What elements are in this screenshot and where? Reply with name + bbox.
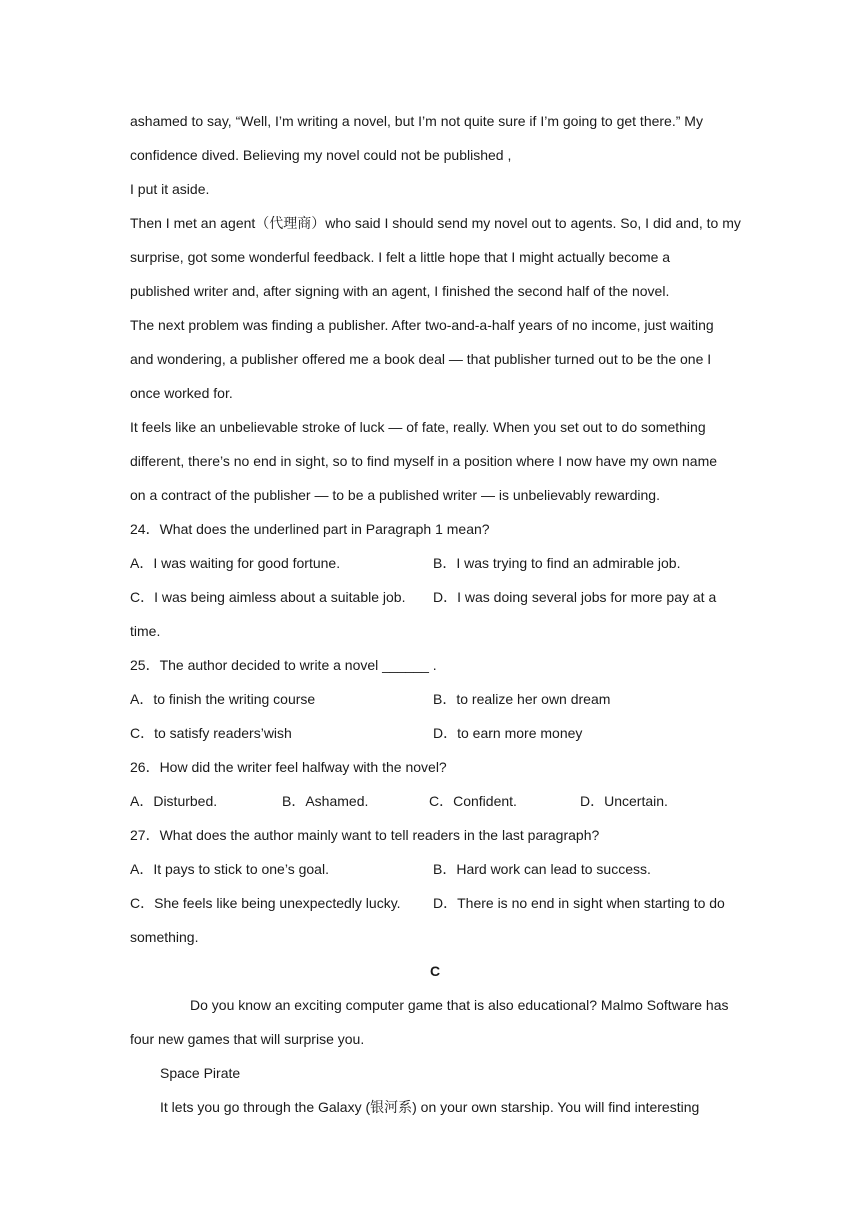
option-a: A．It pays to stick to one’s goal. [130,861,329,877]
passage-line: It feels like an unbelievable stroke of luck — of fate, really. When you set out to do something [130,419,706,435]
option-row [130,886,740,920]
passage-line: published writer and, after signing with an agent, I finished the second half of the novel. [130,283,670,299]
question-stem: 27．What does the author mainly want to tell readers in the last paragraph? [130,827,600,843]
section-heading: C [429,963,441,979]
game-description: It lets you go through the Galaxy (银河系) on your own starship. You will find interesting [160,1099,700,1115]
passage-line: and wondering, a publisher offered me a book deal — that publisher turned out to be the one I [130,351,712,367]
option-row [130,546,740,580]
option-a: A．to finish the writing course [130,691,316,707]
passage-line: surprise, got some wonderful feedback. I felt a little hope that I might actually become a [130,249,671,265]
question-24 [130,512,740,648]
question-27 [130,818,740,954]
page-content [130,104,740,1124]
section-c [130,954,740,1124]
question-stem: 24．What does the underlined part in Paragraph 1 mean? [130,521,490,537]
option-d-continued: time. [130,623,161,639]
option-c: C．Confident. [429,793,517,809]
option-c: C．She feels like being unexpectedly lucky. [130,895,401,911]
option-c: C．I was being aimless about a suitable job. [130,589,406,605]
question-25 [130,648,740,750]
option-row [130,784,740,818]
option-d: D．There is no end in sight when starting to do [433,895,725,911]
passage-b-text [130,104,740,512]
option-d: D．I was doing several jobs for more pay at a [433,589,717,605]
question-stem: 25．The author decided to write a novel ______ . [130,657,437,673]
option-d-continued: something. [130,929,199,945]
passage-line: confidence dived. Believing my novel could not be published , [130,147,512,163]
section-intro-continued: four new games that will surprise you. [130,1031,365,1047]
passage-line: different, there’s no end in sight, so to find myself in a position where I now have my own name [130,453,718,469]
option-a: A．Disturbed. [130,793,218,809]
option-d: D．Uncertain. [580,793,668,809]
passage-line: on a contract of the publisher — to be a published writer — is unbelievably rewarding. [130,487,660,503]
passage-line: Then I met an agent（代理商）who said I should send my novel out to agents. So, I did and, to my [130,215,741,231]
game-title: Space Pirate [160,1065,241,1081]
option-b: B．to realize her own dream [433,691,611,707]
passage-line: The next problem was finding a publisher. After two-and-a-half years of no income, just waiting [130,317,714,333]
option-b: B．Ashamed. [282,793,369,809]
section-intro: Do you know an exciting computer game that is also educational? Malmo Software has [190,997,729,1013]
question-26 [130,750,740,818]
option-d: D．to earn more money [433,725,583,741]
passage-line: I put it aside. [130,181,210,197]
option-a: A．I was waiting for good fortune. [130,555,341,571]
question-stem: 26．How did the writer feel halfway with the novel? [130,759,447,775]
passage-line: ashamed to say, “Well, I’m writing a novel, but I’m not quite sure if I’m going to get there.” My [130,113,703,129]
passage-line: once worked for. [130,385,233,401]
option-b: B．I was trying to find an admirable job. [433,555,681,571]
option-c: C．to satisfy readers’wish [130,725,292,741]
option-b: B．Hard work can lead to success. [433,861,651,877]
option-row [130,580,740,614]
option-row [130,852,740,886]
option-row [130,682,740,716]
option-row [130,716,740,750]
